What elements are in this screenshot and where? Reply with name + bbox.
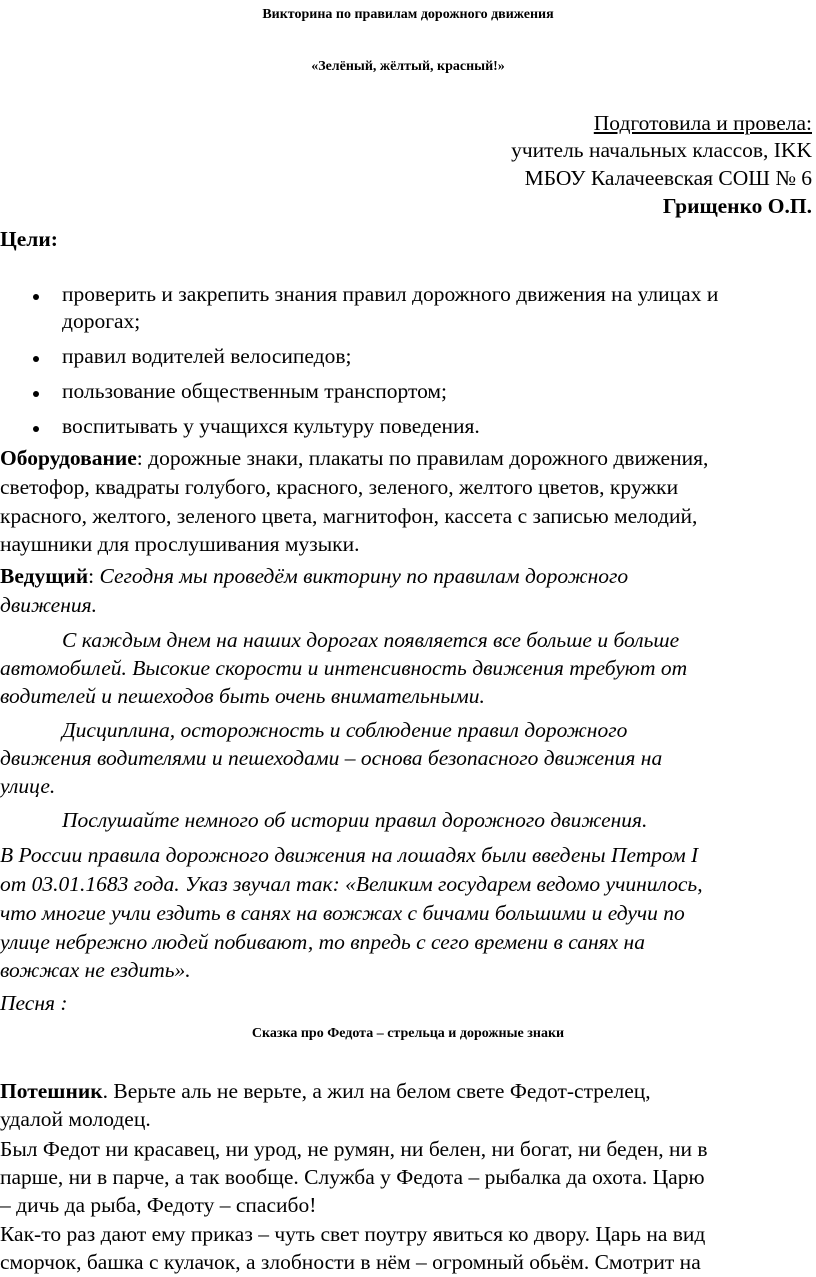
goal-item: пользование общественным транспортом;	[62, 379, 447, 403]
story-line: Был Федот ни красавец, ни урод, не румян, ни белен, ни богат, ни беден, ни в	[0, 1137, 708, 1161]
goal-item-continued: дорогах;	[62, 309, 141, 333]
author-name: Грищенко О.П.	[662, 194, 812, 218]
paragraph-line: движения водителями и пешеходами – основа безопасного движения на	[0, 746, 663, 770]
paragraph-line: В России правила дорожного движения на лошадях были введены Петром I	[0, 843, 699, 867]
goal-item: проверить и закрепить знания правил дорожного движения на улицах и	[62, 282, 719, 306]
author-heading: Подготовила и провела:	[593, 111, 812, 135]
story-line: Как-то раз дают ему приказ – чуть свет поутру явиться ко двору. Царь на вид	[0, 1222, 706, 1246]
author-position: учитель начальных классов, IKK	[511, 138, 812, 162]
section-title: Сказка про Федота – стрельца и дорожные знаки	[251, 1026, 565, 1041]
paragraph-line: от 03.01.1683 года. Указ звучал так: «Великим государем ведомо учинилось,	[0, 872, 703, 896]
host-colon: :	[88, 564, 100, 588]
story-paragraph	[0, 1081, 651, 1103]
author-school: МБОУ Калачеевская СОШ № 6	[524, 166, 812, 190]
bullet-icon	[33, 391, 39, 397]
equipment-text-line: наушники для прослушивания музыки.	[0, 532, 360, 556]
bullet-icon	[33, 294, 39, 300]
paragraph-line: улице небрежно людей побивают, то впредь с сего времени в санях на	[0, 930, 645, 954]
paragraph-line: водителей и пешеходов быть очень внимательными.	[0, 684, 485, 708]
host-paragraph	[0, 566, 628, 588]
goals-heading: Цели:	[0, 227, 58, 251]
goal-item: воспитывать у учащихся культуру поведения.	[62, 414, 480, 438]
paragraph-line: Послушайте немного об истории правил дорожного движения.	[62, 808, 648, 832]
bullet-icon	[33, 426, 39, 432]
story-line: сморчок, башка с кулачок, а злобности в нём – огромный обьём. Смотрит на	[0, 1250, 701, 1274]
story-line: удалой молодец.	[0, 1107, 151, 1131]
goal-item: правил водителей велосипедов;	[62, 344, 352, 368]
paragraph-line: улице.	[0, 774, 56, 798]
story-line: – дичь да рыба, Федоту – спасибо!	[0, 1193, 317, 1217]
equipment-label: Оборудование	[0, 446, 137, 470]
host-speech: Сегодня мы проведём викторину по правилам дорожного	[99, 564, 629, 588]
paragraph-line: Дисциплина, осторожность и соблюдение правил дорожного	[62, 718, 628, 742]
paragraph-line: С каждым днем на наших дорогах появляется все больше и больше	[62, 628, 680, 652]
document-subtitle: «Зелёный, жёлтый, красный!»	[311, 59, 505, 74]
equipment-text-line: светофор, квадраты голубого, красного, зеленого, желтого цветов, кружки	[0, 475, 679, 499]
bullet-icon	[33, 356, 39, 362]
paragraph-line: автомобилей. Высокие скорости и интенсивность движения требуют от	[0, 656, 688, 680]
story-text: . Верьте аль не верьте, а жил на белом свете Федот-стрелец,	[102, 1079, 651, 1103]
equipment-text: : дорожные знаки, плакаты по правилам дорожного движения,	[136, 446, 709, 470]
equipment-text-line: красного, желтого, зеленого цвета, магнитофон, кассета с записью мелодий,	[0, 504, 698, 528]
host-speech-line: движения.	[0, 593, 98, 617]
song-label: Песня :	[0, 991, 68, 1015]
host-label: Ведущий	[0, 564, 89, 588]
equipment-paragraph	[0, 448, 708, 470]
document-title: Викторина по правилам дорожного движения	[262, 7, 554, 22]
paragraph-line: вожжах не ездить».	[0, 958, 191, 982]
story-line: парше, ни в парче, а так вообще. Служба у Федота – рыбалка да охота. Царю	[0, 1165, 705, 1189]
paragraph-line: что многие учли ездить в санях на вожжах с бичами большими и едучи по	[0, 901, 685, 925]
story-speaker: Потешник	[0, 1079, 103, 1103]
